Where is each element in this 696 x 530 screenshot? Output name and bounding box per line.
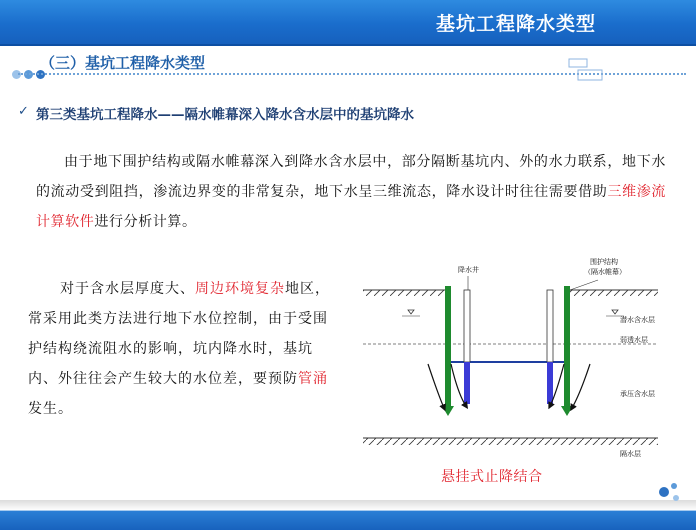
well-right-screen	[547, 362, 553, 404]
paragraph1-part1: 由于地下围护结构或隔水帷幕深入到降水含水层中，部分隔断基坑内、外的水力联系，地下水的流动受到阻挡，渗流边界变的非常复杂，地下水呈三维流态，降水设计时往往需要借助	[36, 154, 666, 200]
checkmark-icon: ✓	[18, 104, 29, 119]
drawdown-right-out	[572, 364, 590, 408]
main-paragraph	[36, 147, 666, 237]
label-phreatic: 潜水含水层	[620, 316, 655, 324]
ground-hatch-right	[568, 290, 658, 296]
aquiclude-hatch	[363, 438, 658, 445]
section-title: （三）基坑工程降水类型	[40, 54, 206, 72]
label-wall-2: （隔水帷幕）	[584, 268, 626, 276]
bullet-heading: 第三类基坑工程降水——隔水帷幕深入降水含水层中的基坑降水	[36, 107, 414, 123]
paragraph2-highlight1: 周边环境复杂	[195, 281, 285, 297]
well-left-casing	[464, 290, 470, 362]
paragraph1-highlight: 三维渗流计算软件	[36, 184, 666, 230]
dewatering-diagram	[358, 256, 668, 462]
well-left-screen	[464, 362, 470, 404]
ground-hatch-left	[363, 290, 448, 296]
drawdown-left	[451, 364, 466, 406]
well-right-casing	[547, 290, 553, 362]
water-table-left	[408, 310, 414, 314]
paragraph2-highlight2: 管涌	[298, 371, 328, 387]
side-paragraph	[28, 274, 340, 424]
wall-tip-right	[561, 406, 573, 416]
retaining-wall-right	[564, 286, 570, 410]
header-title: 基坑工程降水类型	[435, 13, 596, 35]
paragraph2-part2: 地区，常采用此类方法进行地下水位控制，由于受围护结构绕流阻水的影响，坑内降水时，基坑内、外往往会产生较大的水位差，要预防	[28, 281, 330, 387]
label-well: 降水井	[458, 266, 479, 274]
label-wall-1: 围护结构	[590, 258, 618, 266]
retaining-wall-left	[445, 286, 451, 410]
paragraph2-part1: 对于含水层厚度大、	[60, 281, 195, 297]
header-bar	[0, 0, 696, 46]
label-weak: 弱透水层	[620, 336, 648, 344]
water-table-right	[612, 310, 618, 314]
paragraph2-part3: 发生。	[28, 401, 73, 417]
label-aquiclude: 隔水层	[620, 450, 641, 458]
footer-dots-icon	[654, 478, 694, 508]
decorative-squares-icon	[568, 58, 608, 88]
diagram-caption: 悬挂式止降结合	[441, 469, 543, 485]
label-confined: 承压含水层	[620, 390, 655, 398]
drawdown-left-out	[428, 364, 444, 408]
footer-bar	[0, 500, 696, 530]
paragraph1-part2: 进行分析计算。	[94, 214, 197, 230]
